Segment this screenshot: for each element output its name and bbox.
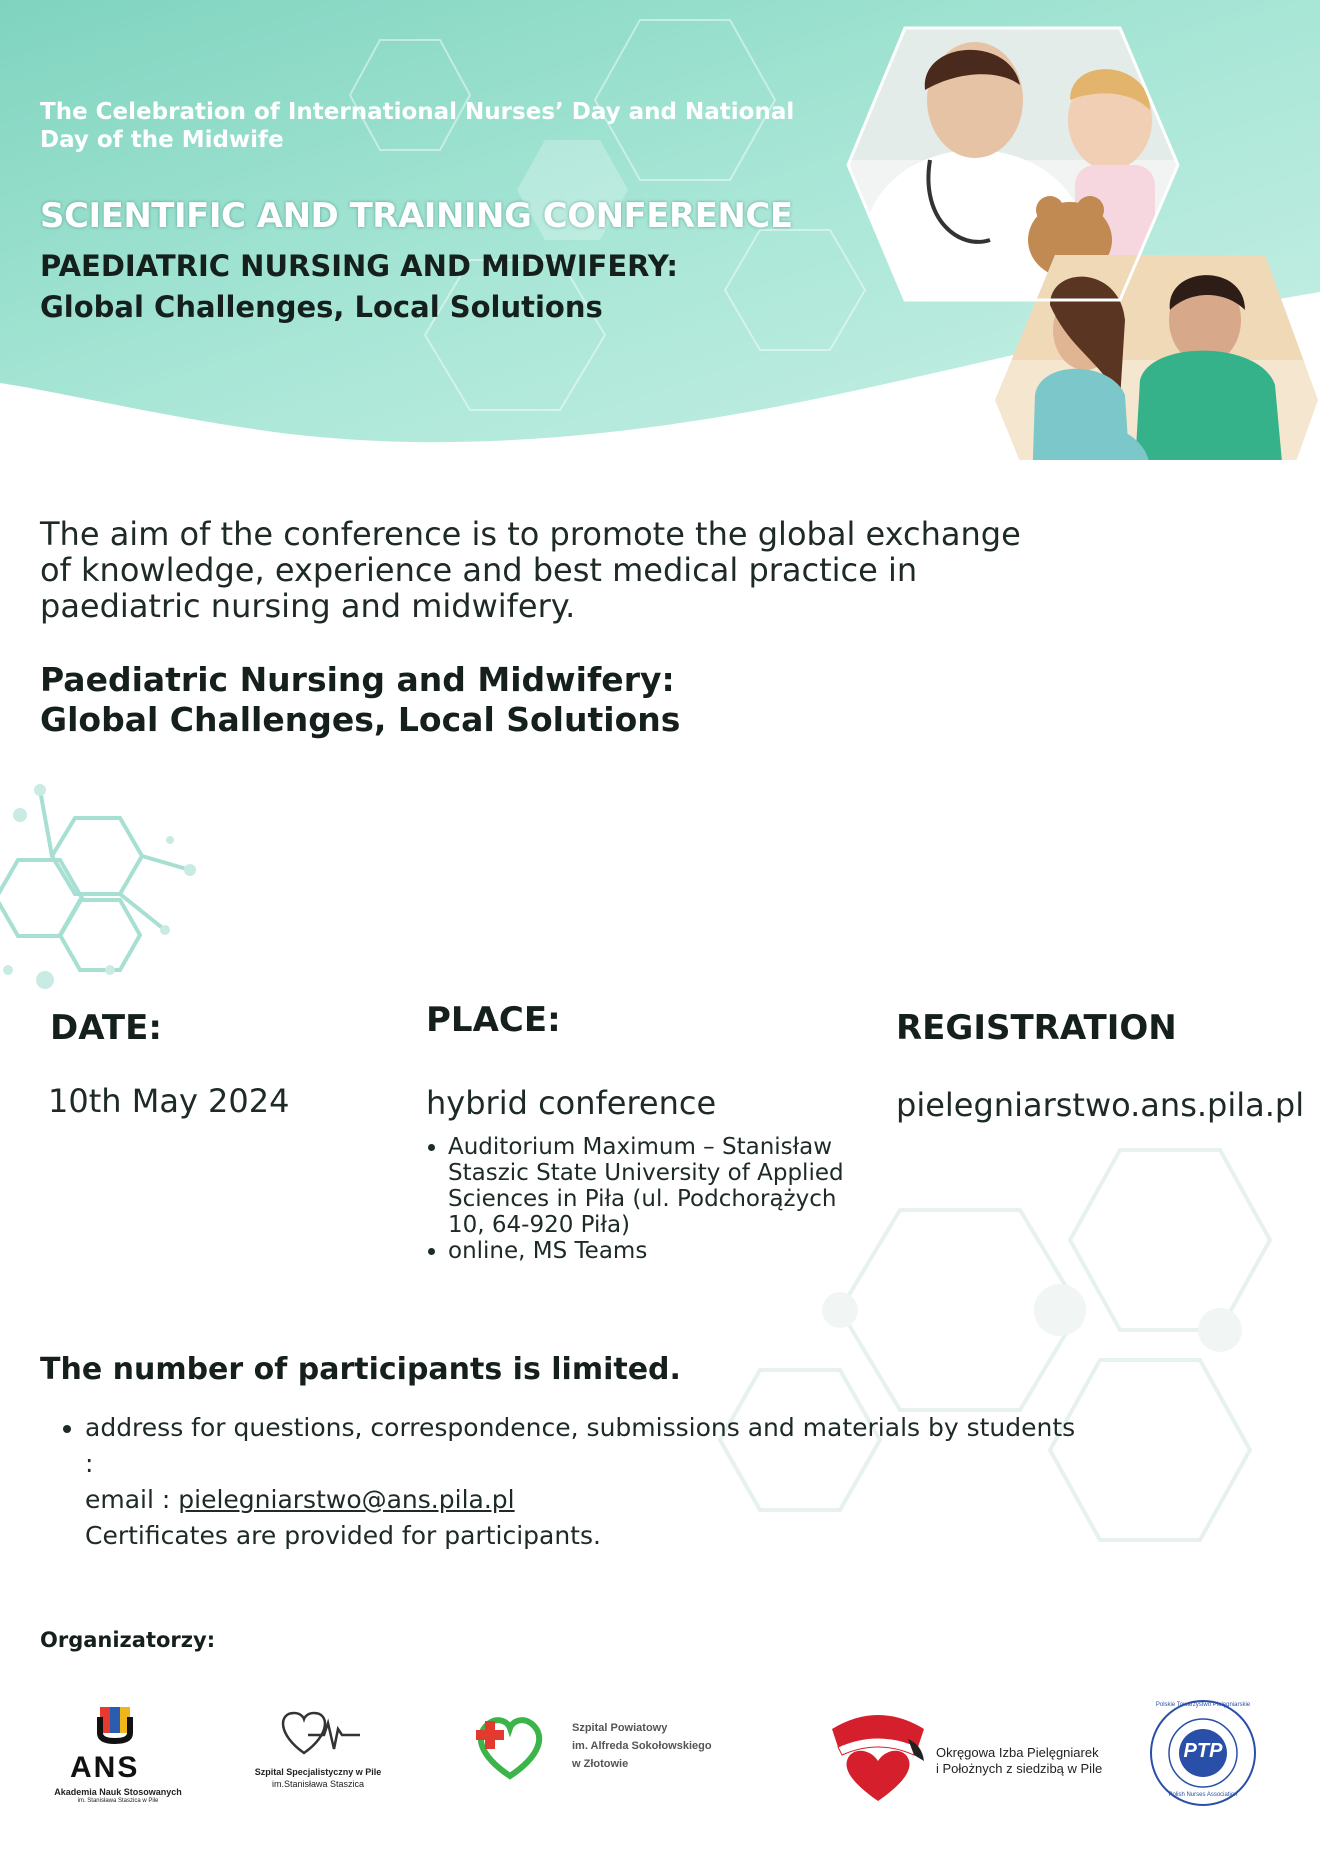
logo-hospital-pila — [248, 1705, 388, 1805]
place-value: hybrid conference — [426, 1084, 717, 1122]
conference-title-line1: PAEDIATRIC NURSING AND MIDWIFERY: — [40, 249, 678, 283]
registration-label: REGISTRATION — [896, 1008, 1177, 1048]
logo-hospital-zlotow — [470, 1712, 750, 1802]
date-value: 10th May 2024 — [48, 1082, 290, 1120]
ans-sub: im. Stanisława Staszica w Pile — [77, 1798, 159, 1804]
hospital-pila-line1: Szpital Specjalistyczny w Pile — [254, 1767, 382, 1777]
date-label: DATE: — [50, 1008, 162, 1048]
event-kicker: The Celebration of International Nurses’ Day and National Day of the Midwife — [40, 99, 795, 153]
chamber-line1: Okręgowa Izba Pielęgniarek — [936, 1745, 1099, 1760]
organizers-label: Organizatorzy: — [40, 1628, 216, 1652]
subtitle-line1: Paediatric Nursing and Midwifery: — [40, 660, 675, 699]
ans-name: Akademia Nauk Stosowanych — [54, 1787, 182, 1797]
place-list — [428, 1134, 868, 1264]
chamber-line2: i Położnych z siedzibą w Pile — [936, 1761, 1103, 1776]
place-label: PLACE: — [426, 1000, 561, 1040]
place-item-online: • online, MS Teams — [448, 1238, 868, 1264]
participants-limited-notice: The number of participants is limited. — [40, 1352, 681, 1387]
cross-heart-icon — [470, 1712, 546, 1782]
conference-title-line2: Global Challenges, Local Solutions — [40, 290, 603, 324]
registration-link[interactable]: pielegniarstwo.ans.pila.pl — [896, 1086, 1305, 1124]
hospital-zlotow-line3: w Złotowie — [572, 1758, 629, 1770]
ans-mark: ANS — [70, 1751, 140, 1784]
ptp-ring-top: Polskie Towarzystwo Pielęgniarskie — [1155, 1702, 1251, 1708]
hospital-zlotow-line1: Szpital Powiatowy — [572, 1722, 668, 1734]
place-item-auditorium: • Auditorium Maximum – Stanisław Staszic State University of Applied Sciences in Piła (ul. Podchorążych 10, 64-920 Piła) — [448, 1134, 868, 1238]
logo-nurses-chamber — [828, 1705, 1118, 1805]
email-link[interactable]: pielegniarstwo@ans.pila.pl — [178, 1485, 515, 1514]
logo-ans — [48, 1705, 188, 1805]
molecule-decoration — [0, 770, 210, 1010]
ptp-mark: PTP — [1183, 1740, 1223, 1762]
contact-line: address for questions, correspondence, submissions and materials by students : — [85, 1413, 1076, 1478]
contact-item — [85, 1410, 1085, 1554]
conference-aim: The aim of the conference is to promote the global exchange of knowledge, experience and best medical practice in paediatric nursing and midwifery. — [40, 515, 1021, 625]
hospital-pila-line2: im.Stanisława Staszica — [271, 1779, 365, 1789]
email-prefix: email : — [85, 1485, 179, 1514]
contact-info — [60, 1410, 1085, 1554]
certificates-note: Certificates are provided for participants. — [85, 1521, 601, 1550]
logo-ptp — [1148, 1698, 1258, 1808]
conference-type: SCIENTIFIC AND TRAINING CONFERENCE — [40, 196, 793, 236]
nurse-cap-heart-icon — [828, 1705, 928, 1805]
hospital-zlotow-line2: im. Alfreda Sokołowskiego — [572, 1740, 712, 1752]
subtitle-line2: Global Challenges, Local Solutions — [40, 700, 681, 739]
ptp-ring-bottom: Polish Nurses Association — [1168, 1792, 1238, 1798]
heart-ecg-icon — [248, 1705, 388, 1765]
